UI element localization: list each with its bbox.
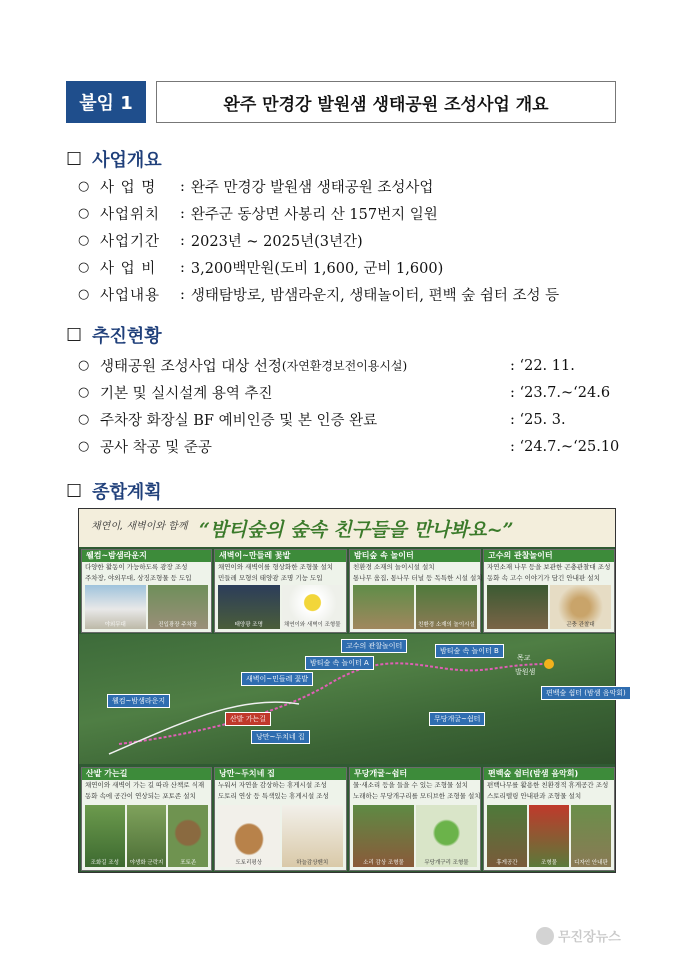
banner-subtitle: 채연이, 새벽이와 함께 [91, 521, 188, 532]
photo: 디자인 안내판 [571, 805, 611, 867]
photo: 태양광 조명 [218, 585, 280, 629]
map-tag: 밤티숲 속 놀이터 B [435, 644, 504, 658]
map-tag: 산밭 가는길 [225, 712, 271, 726]
panel-line: 다양한 활동이 가능하도록 광장 조성 [85, 563, 188, 571]
panel-line: 노래하는 무당개구리를 모티브한 조형물 설치 [353, 792, 481, 800]
map-tag: 새벽이~민들레 꽃밭 [241, 672, 313, 686]
map-tag: 편백숲 쉼터 (밤샘 음악회) [541, 686, 631, 700]
progress-text: 기본 및 실시설계 용역 추진 [100, 386, 273, 402]
master-plan-image [78, 508, 626, 873]
section-plan-heading [66, 478, 162, 504]
plan-panel [483, 549, 615, 633]
circle-bullet-icon: ○ [78, 385, 90, 400]
panel-title: 고수의 관찰놀이터 [484, 550, 614, 562]
progress-date: : ‘23.7.~‘24.6 [510, 384, 611, 401]
progress-item [78, 436, 618, 457]
overview-item: ○ 사업내용 : 생태탐방로, 밤샘라운지, 생태놀이터, 편백 숲 쉼터 조성 등 [78, 284, 559, 305]
plan-panel [81, 767, 212, 871]
photo: 휴게공간 [487, 805, 527, 867]
circle-bullet-icon: ○ [78, 233, 90, 248]
section-heading-text: 사업개요 [92, 150, 162, 171]
photo: 무당개구리 조형물 [416, 805, 477, 867]
map-label: 발원샘 [515, 668, 536, 676]
panel-line: 동화 속 고수 이야기가 담긴 안내판 설치 [487, 574, 600, 582]
overview-item: ○ 사 업 비 : 3,200백만원(도비 1,600, 군비 1,600) [78, 257, 443, 278]
map-tag: 고수의 관찰놀이터 [341, 639, 407, 653]
photo: 야외무대 [85, 585, 146, 629]
progress-text: 생태공원 조성사업 대상 선정 [100, 359, 282, 375]
progress-item [78, 409, 618, 430]
progress-date: : ‘25. 3. [510, 411, 566, 428]
panel-title: 밤티숲 속 놀이터 [350, 550, 480, 562]
circle-bullet-icon: ○ [78, 412, 90, 427]
panel-title: 무당개굴~쉼터 [350, 768, 480, 780]
item-label: 사업내용 [100, 288, 161, 304]
progress-date: : ‘24.7.~‘25.10 [510, 438, 620, 455]
map-label: 목교 [517, 654, 531, 662]
panel-title: 산밭 가는길 [82, 768, 211, 780]
panel-title: 새벽이~만들레 꽃밭 [215, 550, 346, 562]
circle-bullet-icon: ○ [78, 206, 90, 221]
item-label: 사업기간 [100, 234, 161, 250]
item-value: 3,200백만원(도비 1,600, 군비 1,600) [190, 261, 444, 277]
section-heading-text: 종합계획 [92, 482, 162, 503]
photo: 채연이와 새벽이 조형물 [282, 585, 344, 629]
attachment-header [66, 81, 616, 123]
aerial-site-map [79, 634, 626, 764]
map-tag: 밤티숲 속 놀이터 A [305, 656, 374, 670]
section-heading-text: 추진현황 [92, 326, 162, 347]
panel-line: 채연이와 새벽이 가는 길 따라 산책로 식재 [85, 781, 205, 789]
panel-title: 웰컴~밤샘라운지 [82, 550, 211, 562]
panel-line: 물·새소리 등을 들을 수 있는 조형물 설치 [353, 781, 468, 789]
plan-banner [79, 509, 615, 547]
photo: 곤충 관찰대 [550, 585, 611, 629]
circle-bullet-icon: ○ [78, 358, 90, 373]
panel-line: 채연이와 새벽이를 형상화한 조형물 설치 [218, 563, 334, 571]
progress-text: 주차장 화장실 BF 예비인증 및 본 인증 완료 [100, 413, 378, 429]
photo: 하늘감상벤치 [282, 805, 344, 867]
overview-item: ○ 사 업 명 : 완주 만경강 발원샘 생태공원 조성사업 [78, 176, 433, 197]
circle-bullet-icon: ○ [78, 179, 90, 194]
panel-line: 도토리 연상 등 특색있는 휴게시설 조성 [218, 792, 329, 800]
section-progress-heading [66, 322, 162, 348]
circle-bullet-icon: ○ [78, 260, 90, 275]
plan-panel [214, 549, 347, 633]
photo: 소리 감상 조형물 [353, 805, 414, 867]
item-value: 완주군 동상면 사봉리 산 157번지 일원 [190, 207, 438, 223]
panel-title: 낭만~두치네 집 [215, 768, 346, 780]
panel-line: 동화 속에 공간이 연상되는 포토존 설치 [85, 792, 196, 800]
photo: 조화길 조성 [85, 805, 125, 867]
item-value: 2023년 ~ 2025년(3년간) [190, 234, 363, 250]
square-bullet-icon: ☐ [66, 480, 83, 502]
overview-item: ○ 사업기간 : 2023년 ~ 2025년(3년간) [78, 230, 363, 251]
attachment-badge: 붙임 1 [66, 81, 146, 123]
photo: 진입광장 주차장 [148, 585, 209, 629]
square-bullet-icon: ☐ [66, 324, 83, 346]
panel-line: 편백나무를 활용한 친환경적 휴게공간 조성 [487, 781, 609, 789]
banner-title: “밤티숲의 숲속 친구들을 만나봐요~” [199, 519, 514, 541]
panel-line: 자연소재 나무 등을 보관한 곤충관찰대 조성 [487, 563, 611, 571]
plan-panel [349, 549, 481, 633]
section-overview-heading [66, 146, 162, 172]
overview-item: ○ 사업위치 : 완주군 동상면 사봉리 산 157번지 일원 [78, 203, 438, 224]
progress-note: (자연환경보전이용시설) [281, 359, 408, 373]
panel-line: 통나무 움집, 통나무 터널 등 독특한 시설 설치 [353, 574, 483, 582]
photo [487, 585, 548, 629]
map-tag: 무당개굴~쉼터 [429, 712, 485, 726]
map-tag: 웰컴~밤샘라운지 [107, 694, 170, 708]
panel-line: 스토리텔링 안내판과 조형물 설치 [487, 792, 582, 800]
news-watermark [536, 926, 621, 945]
progress-item [78, 382, 618, 403]
item-label: 사 업 명 [100, 180, 157, 196]
document-title: 완주 만경강 발원샘 생태공원 조성사업 개요 [156, 81, 616, 123]
panel-title: 편백숲 쉼터(밤샘 음악회) [484, 768, 614, 780]
circle-bullet-icon: ○ [78, 287, 90, 302]
item-value: 완주 만경강 발원샘 생태공원 조성사업 [190, 180, 434, 196]
item-label: 사 업 비 [100, 261, 157, 277]
panel-line: 누워서 자연을 감상하는 휴게시설 조성 [218, 781, 327, 789]
watermark-logo-icon [536, 927, 554, 945]
square-bullet-icon: ☐ [66, 148, 83, 170]
photo: 포토존 [168, 805, 208, 867]
photo: 야생화 군락지 [127, 805, 167, 867]
plan-panel [214, 767, 347, 871]
photo: 도토리평상 [218, 805, 280, 867]
item-label: 사업위치 [100, 207, 161, 223]
panel-line: 민들레 모형의 태양광 조명 기능 도입 [218, 574, 323, 582]
panel-line: 주차장, 야외무대, 상징조형물 등 도입 [85, 574, 192, 582]
plan-panel [349, 767, 481, 871]
plan-panel [81, 549, 212, 633]
map-tag: 낭만~두치네 집 [251, 730, 310, 744]
photo: 친환경 소재의 놀이시설 [416, 585, 477, 629]
plan-panel [483, 767, 615, 871]
photo [353, 585, 414, 629]
progress-date: : ‘22. 11. [510, 357, 575, 374]
panel-line: 친환경 소재의 놀이시설 설치 [353, 563, 435, 571]
progress-text: 공사 착공 및 준공 [100, 440, 212, 456]
circle-bullet-icon: ○ [78, 439, 90, 454]
photo: 조형물 [529, 805, 569, 867]
progress-item [78, 355, 618, 376]
item-value: 생태탐방로, 밤샘라운지, 생태놀이터, 편백 숲 쉼터 조성 등 [190, 288, 560, 304]
watermark-text: 무진장뉴스 [558, 930, 621, 945]
